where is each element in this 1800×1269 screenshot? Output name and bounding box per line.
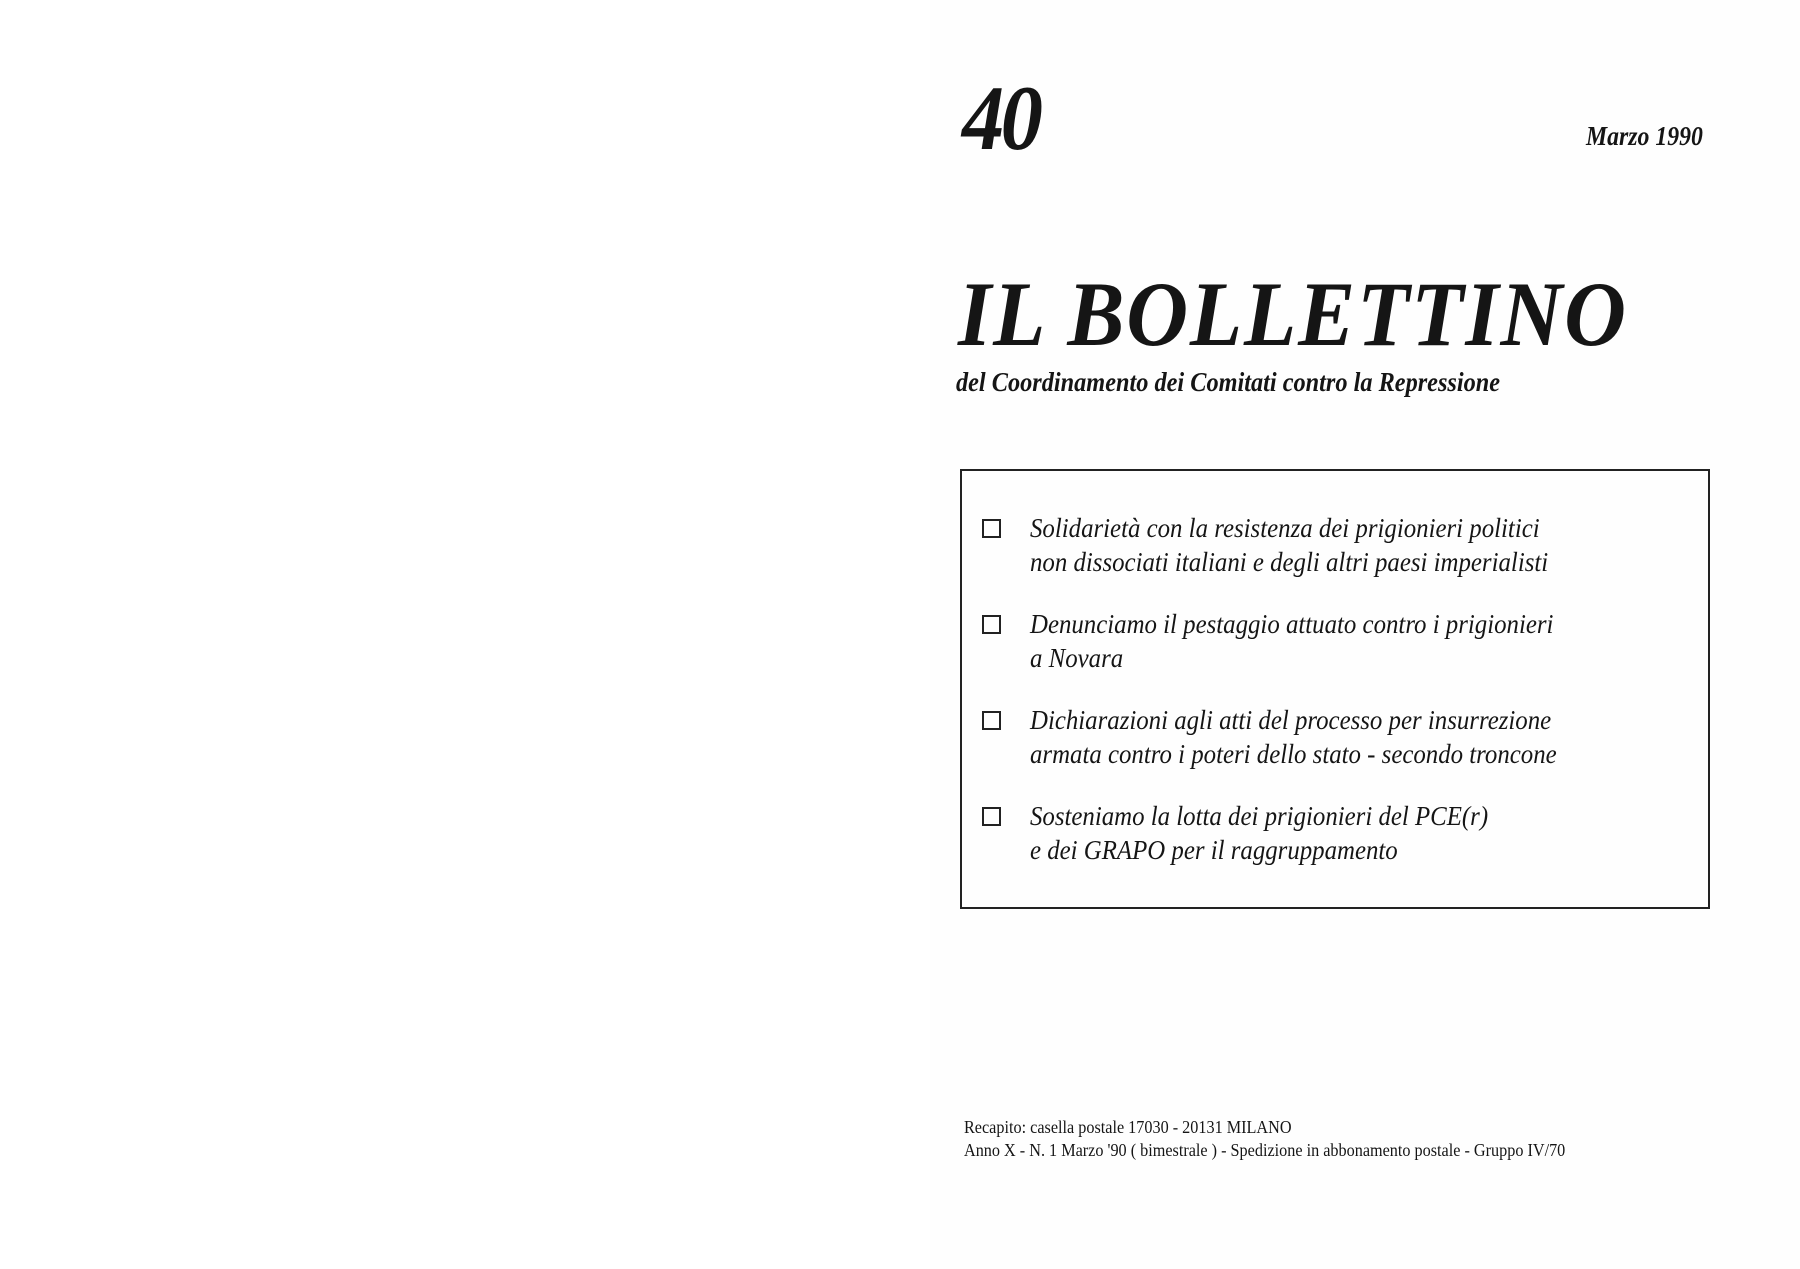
contents-item-line: Dichiarazioni agli atti del processo per insurrezione [1030, 705, 1552, 735]
checkbox-icon [982, 807, 1001, 826]
checkbox-icon [982, 519, 1001, 538]
contents-item [982, 607, 1599, 675]
contents-item-line: non dissociati italiani e degli altri paesi imperialisti [1030, 547, 1549, 577]
contents-item [982, 703, 1602, 771]
issue-number: 40 [962, 67, 1040, 169]
publication-title: IL BOLLETTINO [958, 263, 1628, 365]
contents-item [982, 511, 1593, 579]
contents-box [960, 469, 1710, 909]
contents-item-line: e dei GRAPO per il raggruppamento [1030, 835, 1398, 865]
checkbox-icon [982, 615, 1001, 634]
footer [964, 1116, 1565, 1162]
contents-item [982, 799, 1528, 867]
issue-date: Marzo 1990 [1586, 121, 1703, 151]
contents-item-line: Denunciamo il pestaggio attuato contro i prigionieri [1030, 609, 1554, 639]
contents-item-line: a Novara [1030, 643, 1124, 673]
footer-publication-info: Anno X - N. 1 Marzo '90 ( bimestrale ) - Spedizione in abbonamento postale - Gruppo IV/70 [964, 1140, 1566, 1160]
contents-item-line: armata contro i poteri dello stato - secondo troncone [1030, 739, 1557, 769]
contents-item-line: Sosteniamo la lotta dei prigionieri del PCE(r) [1030, 801, 1489, 831]
footer-address: Recapito: casella postale 17030 - 20131 MILANO [964, 1117, 1292, 1137]
contents-item-line: Solidarietà con la resistenza dei prigionieri politici [1030, 513, 1540, 543]
publication-subtitle: del Coordinamento dei Comitati contro la Repressione [956, 367, 1501, 397]
checkbox-icon [982, 711, 1001, 730]
